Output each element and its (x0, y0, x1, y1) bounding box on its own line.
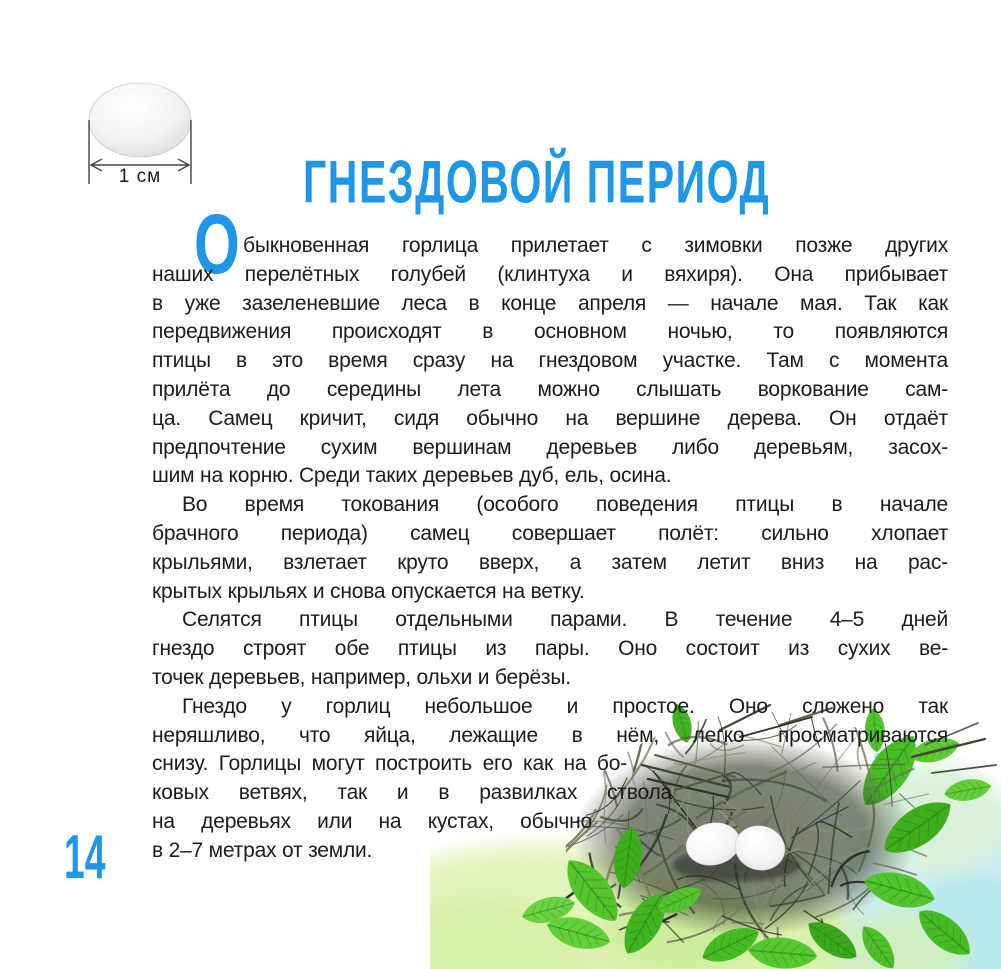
text-line: предпочтение сухим вершинам деревьев либо деревьям, засох- (152, 435, 948, 459)
text-line: крытых крыльях и снова опускается на ветку. (152, 579, 585, 603)
text-line: снизу. Горлицы могут построить его как на бо- (152, 752, 627, 776)
text-line: прилёта до середины лета можно слышать воркование сам- (152, 377, 948, 401)
article-text (152, 232, 948, 866)
text-line: наших перелётных голубей (клинтуха и вяхиря). Она прибывает (152, 262, 948, 286)
text-line: гнездо строят обе птицы из пары. Оно состоит из сухих ве- (152, 637, 948, 661)
drop-cap: О (194, 197, 240, 291)
text-line: в 2–7 метрах от земли. (152, 838, 373, 862)
text-line: в уже зазеленевшие леса в конце апреля — начале мая. Так как (152, 291, 948, 315)
text-line: Гнездо у горлиц небольшое и простое. Оно сложено так (182, 694, 948, 718)
text-line: ковых ветвях, так и в развилках ствола (152, 781, 672, 805)
text-line: шим на корню. Среди таких деревьев дуб, ель, осина. (152, 464, 672, 488)
text-line: Селятся птицы отдельными парами. В течение 4–5 дней (182, 608, 948, 632)
text-line: Во время токования (особого поведения птицы в начале (182, 493, 948, 517)
page-number: 14 (64, 823, 106, 892)
text-line: крыльями, взлетает круто вверх, а затем летит вниз на рас- (152, 550, 948, 574)
text-line: неряшливо, что яйца, лежащие в нём, легко просматриваются (152, 723, 948, 747)
text-line: быкновенная горлица прилетает с зимовки позже других (243, 234, 948, 257)
scale-label: 1 см (118, 166, 162, 187)
text-line: на деревьях или на кустах, обычно (152, 809, 592, 833)
text-line: точек деревьев, например, ольхи и берёзы. (152, 665, 571, 689)
page-title: ГНЕЗДОВОЙ ПЕРИОД (303, 148, 771, 216)
text-line: брачного периода) самец совершает полёт: сильно хлопает (152, 521, 948, 545)
text-line: птицы в это время сразу на гнездовом участке. Там с момента (152, 349, 948, 373)
text-line: передвижения происходят в основном ночью, то появляются (152, 320, 948, 344)
text-line: ца. Самец кричит, сидя обычно на вершине дерева. Он отдаёт (152, 406, 948, 430)
